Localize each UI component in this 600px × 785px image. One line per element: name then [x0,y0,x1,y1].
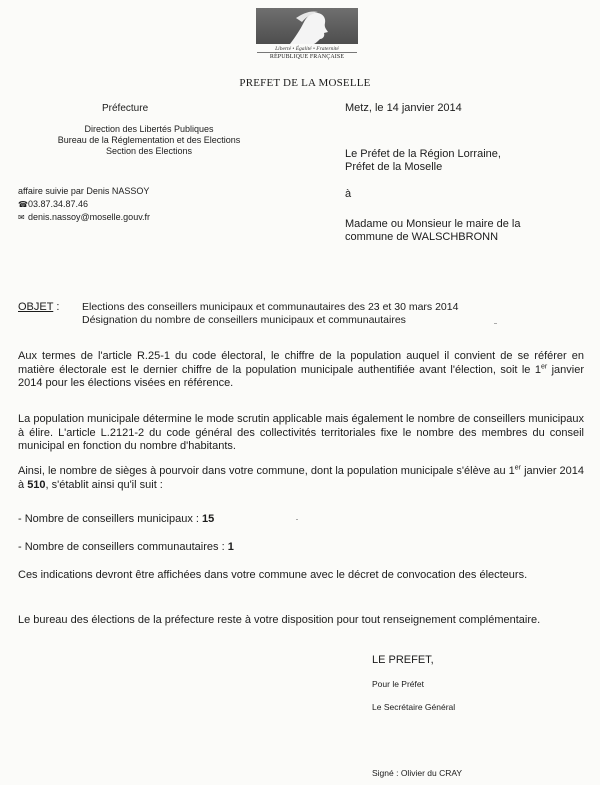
objet-text [82,301,458,327]
community-count-label: - Nombre de conseillers communautaires : [18,541,228,553]
paragraph-1-text-b: janvier 2014 pour les élections visées en référence. [18,363,584,389]
prefet-title: PREFET DE LA MOSELLE [239,77,371,89]
signature-secretaire: Le Secrétaire Général [372,702,456,712]
paragraph-1-sup: er [540,362,548,370]
letter-date: Metz, le 14 janvier 2014 [345,102,462,114]
signature-pour: Pour le Préfet [372,679,424,689]
affaire-line: affaire suivie par Denis NASSOY [18,186,150,196]
phone-icon: ☎ [18,199,28,209]
scan-speck [296,519,298,520]
objet-colon: : [53,301,60,313]
paragraph-4: Ces indications devront être affichées dans votre commune avec le décret de convocation des électeurs. [18,569,528,581]
section-line: Section des Elections [105,146,193,156]
prefecture-label: Préfecture [102,103,149,114]
to-word: à [345,188,352,200]
logo-divider [257,52,357,53]
objet-word: OBJET [18,301,54,313]
from-line-2: Préfet de la Moselle [345,161,443,173]
marianne-logo [256,8,358,44]
paragraph-3-text-b: janvier 2014 à [18,465,585,491]
contact-block [18,185,150,225]
email-address: denis.nassoy@moselle.gouv.fr [28,212,151,222]
to-line-1: Madame ou Monsieur le maire de la [345,218,521,230]
signature-title: LE PREFET, [372,654,434,666]
bureau-line: Bureau de la Réglementation et des Elections [57,135,241,145]
objet-line-1: Elections des conseillers municipaux et communautaires des 23 et 30 mars 2014 [82,301,459,313]
paragraph-3-sup: er [514,464,522,472]
signature-signed: Signé : Olivier du CRAY [372,768,463,778]
paragraph-2: La population municipale détermine le mode scrutin applicable mais également le nombre de conseillers municipaux à élire. L'article L.2121-2 du code général des collectivités territoriales fixe le nombre des membres du conseil municipal en fonction du nombre d'habitants. [18,413,584,452]
community-count-value: 1 [227,541,234,553]
municipal-count-label: - Nombre de conseillers municipaux : [18,513,203,525]
population-value: 510 [27,478,46,491]
paragraph-1-text-a: Aux termes de l'article R.25-1 du code électoral, le chiffre de la population auquel il convient de se référer en matière électorale est le dernier chiffre de la population municipale authentifiée avant l'élection, soit le 1 [18,350,584,376]
from-line-1: Le Préfet de la Région Lorraine, [345,148,501,160]
phone-line [18,198,150,212]
municipal-count-line [18,513,214,525]
paragraph-3-text-a: Ainsi, le nombre de sièges à pourvoir dans votre commune, dont la population municipale s'élève au 1 [18,465,515,477]
email-icon: ✉ [18,213,25,222]
to-block [345,218,520,244]
email-line [18,211,150,225]
objet-line-2: Désignation du nombre de conseillers municipaux et communautaires [82,314,406,326]
objet-label [18,301,59,313]
paragraph-3 [18,465,584,492]
paragraph-5: Le bureau des élections de la préfecture reste à votre disposition pour tout renseignement complémentaire. [18,614,541,626]
marianne-profile-icon [256,8,358,44]
direction-line: Direction des Libertés Publiques [84,124,214,134]
municipal-count-value: 15 [202,513,215,525]
community-count-line [18,541,234,553]
republic-motto: Liberté • Égalité • Fraternité [275,46,339,52]
phone-number: 03.87.34.87.46 [28,198,89,209]
paragraph-1 [18,350,584,391]
to-line-2: commune de WALSCHBRONN [345,231,499,243]
paragraph-3-text-c: , s'établit ainsi qu'il suit : [45,478,163,491]
from-block [345,148,501,174]
republic-name: RÉPUBLIQUE FRANÇAISE [269,54,345,60]
scan-speck [494,323,497,324]
direction-block [18,124,280,157]
